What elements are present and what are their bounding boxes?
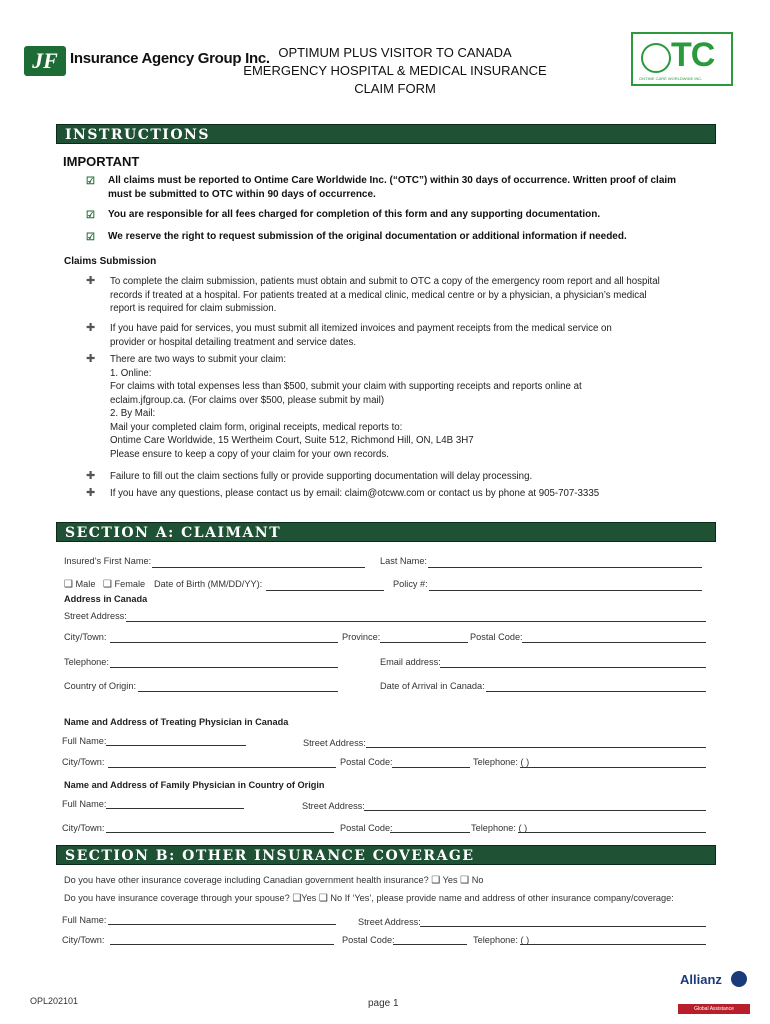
claims-submission-heading: Claims Submission	[64, 256, 157, 267]
plus-bullet-icon: ✚	[86, 275, 96, 287]
page-number: page 1	[368, 998, 399, 1009]
telephone-field[interactable]	[110, 667, 338, 668]
jf-logo: JF	[24, 46, 66, 76]
first-name-field[interactable]	[152, 567, 365, 568]
allianz-mark-icon	[731, 971, 747, 987]
allianz-tagline: Global Assistance	[678, 1004, 750, 1014]
plus-bullet-icon: ✚	[86, 470, 96, 482]
form-title	[230, 44, 560, 98]
last-name-field[interactable]	[428, 567, 702, 568]
arrival-label: Date of Arrival in Canada:	[380, 681, 485, 691]
otc-logo-text: TC	[671, 36, 715, 74]
other-insurer-city-label: City/Town:	[62, 935, 105, 945]
family-city-label: City/Town:	[62, 823, 105, 833]
last-name-label: Last Name:	[380, 556, 427, 566]
allianz-name: Allianz	[680, 972, 722, 987]
female-option[interactable]: ❑ Female	[103, 579, 146, 590]
plus-bullet-icon: ✚	[86, 487, 96, 499]
family-postal-field[interactable]	[390, 832, 470, 833]
other-insurer-postal-field[interactable]	[393, 944, 467, 945]
q1-yes-option[interactable]: Yes	[442, 875, 458, 885]
checkbox-icon[interactable]: ❑	[292, 893, 302, 904]
male-option[interactable]: ❑ Male	[64, 579, 96, 590]
email-label: Email address:	[380, 657, 441, 667]
country-label: Country of Origin:	[64, 681, 136, 691]
form-code: OPL202101	[30, 996, 79, 1006]
family-name-field[interactable]	[106, 808, 244, 809]
important-item: ☑ You are responsible for all fees charged for completion of this form and any supporting documentation.	[86, 209, 601, 221]
spouse-coverage-note: If ‘Yes’, please provide name and address of other insurance company/coverage:	[344, 893, 674, 903]
street-label: Street Address:	[64, 611, 127, 621]
checkbox-icon: ☑	[86, 210, 95, 221]
spouse-coverage-question: Do you have insurance coverage through your spouse? ❑Yes ❑ No If ‘Yes’, please provide name and address of other insurance company/coverage:	[64, 893, 674, 904]
plus-bullet-icon: ✚	[86, 353, 96, 365]
family-name-label: Full Name:	[62, 799, 107, 809]
province-field[interactable]	[380, 642, 468, 643]
other-insurer-city-field[interactable]	[110, 944, 334, 945]
other-insurer-name-label: Full Name:	[62, 915, 107, 925]
checkbox-icon: ☑	[86, 232, 95, 243]
other-insurer-street-field[interactable]	[420, 926, 706, 927]
other-insurer-telephone-label: Telephone: ( )	[473, 935, 530, 945]
title-line-3: CLAIM FORM	[354, 81, 436, 96]
address-heading: Address in Canada	[64, 594, 148, 604]
city-field[interactable]	[110, 642, 338, 643]
postal-field[interactable]	[522, 642, 706, 643]
family-street-label: Street Address:	[302, 801, 365, 811]
section-a-bar: SECTION A: CLAIMANT	[56, 522, 716, 542]
important-item: ☑ All claims must be reported to Ontime Care Worldwide Inc. (“OTC”) within 30 days of occurrence. Written proof of claim must be submitted to OTC within 90 days of occurrence.	[86, 175, 677, 200]
title-line-2: EMERGENCY HOSPITAL & MEDICAL INSURANCE	[243, 63, 547, 78]
physician-postal-field[interactable]	[392, 767, 470, 768]
street-field[interactable]	[126, 621, 706, 622]
checkbox-icon[interactable]: ❑	[318, 893, 328, 904]
otc-logo	[631, 32, 733, 86]
arrival-field[interactable]	[486, 691, 706, 692]
allianz-logo	[678, 966, 750, 1014]
physician-street-field[interactable]	[366, 747, 706, 748]
family-street-field[interactable]	[364, 810, 706, 811]
checkbox-icon[interactable]: ❑	[460, 875, 470, 886]
q2-yes-option[interactable]: Yes	[301, 893, 317, 903]
claims-item: ✚ If you have paid for services, you must submit all itemized invoices and payment receipts from the medical service on provider or hospital detailing treatment and service dates.	[86, 322, 612, 348]
dob-label: Date of Birth (MM/DD/YY):	[154, 579, 263, 589]
claims-item: ✚ Failure to fill out the claim sections fully or provide supporting documentation will delay processing.	[86, 470, 533, 482]
important-heading: IMPORTANT	[63, 154, 140, 169]
email-field[interactable]	[440, 667, 706, 668]
physician-street-label: Street Address:	[303, 738, 366, 748]
q2-no-option[interactable]: No	[330, 893, 343, 903]
other-coverage-question: Do you have other insurance coverage including Canadian government health insurance? ❑ Yes ❑ No	[64, 875, 484, 886]
q1-no-option[interactable]: No	[471, 875, 484, 885]
family-city-field[interactable]	[106, 832, 334, 833]
instructions-bar: INSTRUCTIONS	[56, 124, 716, 144]
plus-bullet-icon: ✚	[86, 322, 96, 334]
physician-city-field[interactable]	[108, 767, 336, 768]
city-label: City/Town:	[64, 632, 107, 642]
checkbox-icon[interactable]: ❑	[64, 579, 73, 590]
policy-field[interactable]	[429, 590, 702, 591]
province-label: Province:	[342, 632, 381, 642]
company-name: Insurance Agency Group Inc.	[70, 50, 270, 67]
title-line-1: OPTIMUM PLUS VISITOR TO CANADA	[278, 45, 512, 60]
physician-postal-label: Postal Code:	[340, 757, 393, 767]
claims-item: ✚ If you have any questions, please contact us by email: claim@otcww.com or contact us by phone at 905-707-3335	[86, 487, 600, 499]
physician-telephone-field[interactable]	[520, 767, 706, 768]
other-insurer-street-label: Street Address:	[358, 917, 421, 927]
otc-logo-subtitle: ONTIME CARE WORLDWIDE INC.	[639, 76, 703, 81]
claims-item: ✚ There are two ways to submit your claim: 1. Online: For claims with total expenses less than $500, submit your claim with supporting receipts and reports online at eclaim.jfgroup.ca. (For claims over $500, please submit by mail) 2. By Mail: Mail your completed claim form, original receipts, medical reports to: Ontime Care Worldwide, 15 Wertheim Court, Suite 512, Richmond Hill, ON, L4B 3H7 Please ensure to keep a copy of your claim for your own records.	[86, 353, 582, 460]
family-telephone-label: Telephone: ( )	[471, 823, 528, 833]
checkbox-icon[interactable]: ❑	[431, 875, 441, 886]
other-insurer-telephone-field[interactable]	[520, 944, 706, 945]
other-insurer-name-field[interactable]	[108, 924, 336, 925]
dob-field[interactable]	[266, 590, 384, 591]
policy-label: Policy #:	[393, 579, 428, 589]
physician-telephone-label: Telephone: ( )	[473, 757, 530, 767]
country-field[interactable]	[138, 691, 338, 692]
claims-item: ✚ To complete the claim submission, patients must obtain and submit to OTC a copy of the emergency room report and all hospital records if treated at a hospital. For patients treated at a medical clinic, medical centre or by a physician, a physician’s medical report is required for claim submission.	[86, 275, 660, 314]
physician-name-field[interactable]	[106, 745, 246, 746]
family-physician-heading: Name and Address of Family Physician in Country of Origin	[64, 780, 325, 790]
important-item: ☑ We reserve the right to request submission of the original documentation or additional information if needed.	[86, 231, 627, 243]
checkbox-icon: ☑	[86, 176, 95, 187]
other-insurer-postal-label: Postal Code:	[342, 935, 395, 945]
first-name-label: Insured’s First Name:	[64, 556, 152, 566]
physician-city-label: City/Town:	[62, 757, 105, 767]
family-telephone-field[interactable]	[518, 832, 706, 833]
physician-name-label: Full Name:	[62, 736, 107, 746]
telephone-label: Telephone:	[64, 657, 109, 667]
globe-icon	[641, 43, 671, 73]
checkbox-icon[interactable]: ❑	[103, 579, 112, 590]
postal-label: Postal Code:	[470, 632, 523, 642]
treating-physician-heading: Name and Address of Treating Physician in Canada	[64, 717, 289, 727]
section-b-bar: SECTION B: OTHER INSURANCE COVERAGE	[56, 845, 716, 865]
family-postal-label: Postal Code:	[340, 823, 393, 833]
